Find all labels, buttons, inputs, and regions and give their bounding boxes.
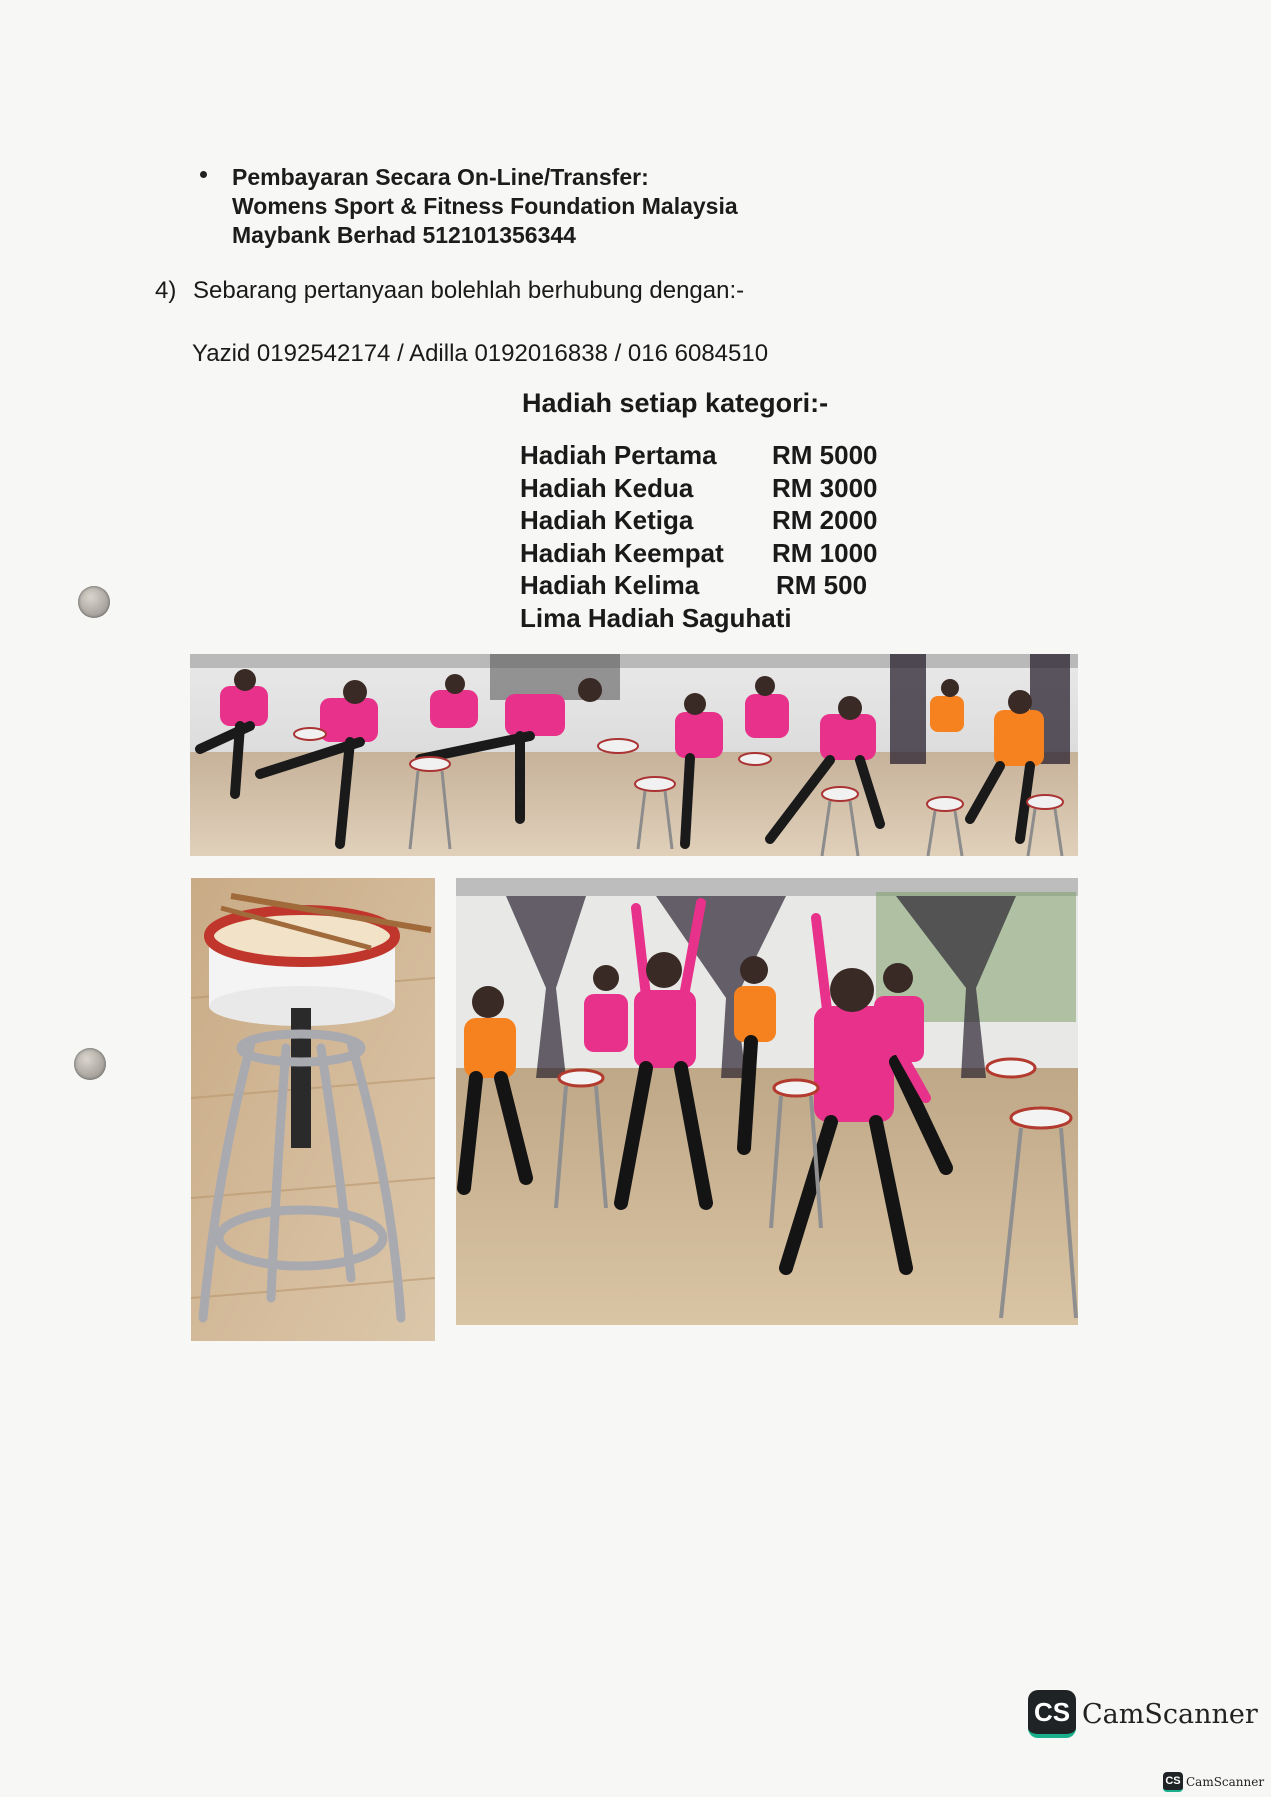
prize-title: Hadiah setiap kategori:-	[522, 388, 829, 418]
prize-name: Hadiah Pertama	[520, 440, 717, 470]
photo-drum-stool-image	[191, 878, 435, 1341]
photo-drum-stool	[191, 878, 435, 1341]
photo-drum-class-row	[190, 654, 1078, 856]
enquiry-number: 4)	[155, 277, 177, 304]
prize-name: Hadiah Keempat	[520, 537, 724, 568]
prize-row	[520, 473, 910, 506]
camscanner-brand: CamScanner	[1082, 1698, 1258, 1730]
punch-hole	[74, 1048, 106, 1080]
prize-amount: RM 500	[776, 570, 868, 600]
camscanner-small-badge-icon: CS	[1163, 1772, 1183, 1792]
prize-row	[520, 538, 910, 571]
prize-name: Hadiah Ketiga	[520, 505, 694, 535]
payment-account-name: Womens Sport & Fitness Foundation Malaysia	[232, 193, 738, 219]
payment-info	[232, 163, 738, 250]
prize-name: Hadiah Kedua	[520, 472, 694, 503]
photo-drum-class-group	[456, 878, 1078, 1325]
prize-name: Hadiah Kelima	[520, 570, 700, 600]
camscanner-logo	[1028, 1690, 1258, 1738]
camscanner-small-logo	[1163, 1772, 1264, 1792]
prize-row	[520, 440, 910, 473]
photo-drum-class-row-image	[190, 654, 1078, 856]
payment-method: Pembayaran Secara On-Line/Transfer:	[232, 164, 649, 190]
punch-hole	[78, 586, 110, 618]
prize-amount: RM 2000	[772, 505, 878, 535]
camscanner-small-brand: CamScanner	[1186, 1775, 1265, 1789]
prize-row	[520, 570, 910, 603]
payment-bank-account: Maybank Berhad 512101356344	[232, 222, 576, 248]
prize-row	[520, 505, 910, 538]
prize-list	[520, 440, 910, 635]
bullet-icon	[200, 171, 207, 178]
camscanner-badge-icon: CS	[1028, 1690, 1076, 1738]
enquiry-item	[155, 277, 744, 305]
enquiry-text: Sebarang pertanyaan bolehlah berhubung dengan:-	[193, 277, 745, 304]
prize-amount: RM 5000	[772, 440, 878, 470]
prize-amount: RM 3000	[772, 472, 878, 503]
photo-drum-class-group-image	[456, 878, 1078, 1325]
prize-name: Lima Hadiah Saguhati	[520, 602, 792, 633]
prize-amount: RM 1000	[772, 537, 878, 568]
enquiry-contacts: Yazid 0192542174 / Adilla 0192016838 / 016 6084510	[192, 340, 769, 367]
prize-row	[520, 603, 910, 636]
